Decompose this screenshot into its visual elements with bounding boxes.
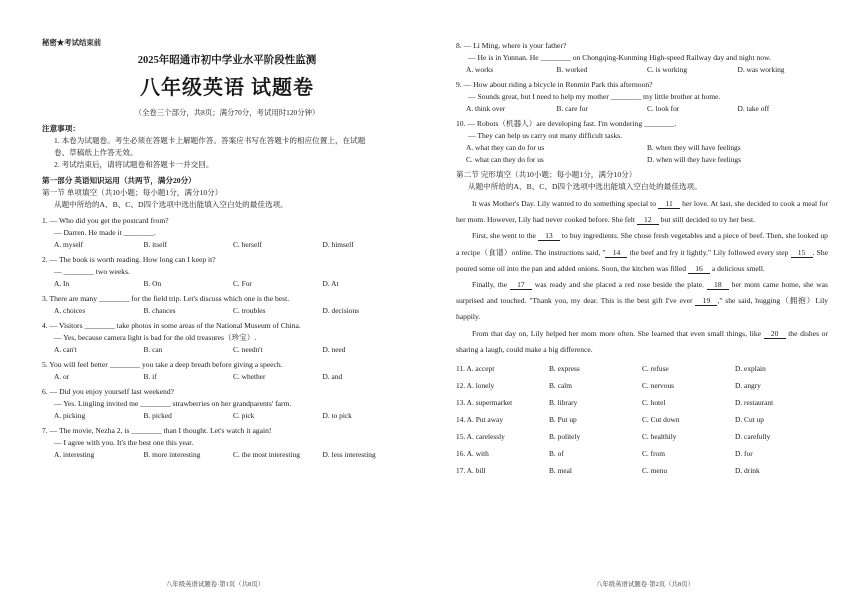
- section-2-heading: 第二节 完形填空（共10小题；每小题1分，满分10分）: [456, 170, 637, 179]
- question-options: [42, 371, 412, 383]
- cloze-option-row: [456, 377, 828, 394]
- option: B. itself: [143, 240, 167, 249]
- part-1-heading: 第一部分 英语知识运用（共两节，满分20分）: [42, 176, 196, 185]
- passage-text: a delicious smell.: [710, 263, 765, 273]
- option: C. is working: [647, 65, 688, 74]
- cloze-option-row: [456, 394, 828, 411]
- question-text: 5. You will feel better ________ you take a deep breath before giving a speech.: [42, 360, 283, 369]
- passage-text: It was Mother's Day. Lily wanted to do something special to: [472, 199, 659, 208]
- passage-text: Finally, the: [472, 280, 510, 290]
- option: A. choices: [54, 306, 86, 315]
- option: C. whether: [233, 372, 266, 381]
- option: C. refuse: [642, 364, 669, 374]
- option: D. decisions: [322, 306, 360, 315]
- option: A. what they can do for us: [466, 143, 545, 152]
- passage-text: From that day on, Lily helped her mom more often. She learned that even small things, like: [472, 328, 764, 338]
- option: D. less interesting: [322, 450, 376, 459]
- question-text: — Yes, because camera light is bad for the old treasures（珍宝）.: [54, 333, 257, 342]
- question-text: — He is in Yunnan. He ________ on Chongqing-Kunming High-speed Railway day and night now.: [468, 53, 771, 62]
- notice-line: 卷、草稿纸上作答无效。: [54, 148, 138, 157]
- passage-paragraph: [456, 326, 828, 358]
- passage-text: but still decided to try her best.: [658, 215, 755, 225]
- option: A. myself: [54, 240, 84, 249]
- option: D. and: [322, 372, 343, 381]
- question-item: [42, 215, 412, 251]
- question-list: [456, 40, 828, 115]
- option: C. For: [233, 279, 252, 288]
- passage-text: to buy ingredients. She chose fresh vegetables and a piece of beef. Then, she looked up a recipe（食谱）online. The instructions said, ": [456, 231, 828, 257]
- page-1-footer: 八年级英语试题卷·第1页（共8页）: [166, 581, 264, 588]
- option: 12. A. lonely: [456, 381, 495, 391]
- option: A. picking: [54, 411, 86, 420]
- cloze-option-row: [456, 428, 828, 445]
- question-text: 10. — Robots（机器人）are developing fast. I'm wondering ________.: [456, 119, 677, 128]
- passage-paragraph: [456, 196, 828, 228]
- option: A. or: [54, 372, 70, 381]
- option: A. can't: [54, 345, 77, 354]
- question-text: 6. — Did you enjoy yourself last weekend?: [42, 387, 175, 396]
- page-2-content: [456, 40, 828, 479]
- option: B. express: [549, 364, 580, 374]
- option: C. herself: [233, 240, 262, 249]
- passage-paragraph: [456, 228, 828, 277]
- question-options: [42, 278, 412, 290]
- option: B. chances: [143, 306, 176, 315]
- question-item: [42, 359, 412, 383]
- question-item: [42, 293, 412, 317]
- question-item: [42, 254, 412, 290]
- question-text: 8. — Li Ming, where is your father?: [456, 41, 567, 50]
- option: 15. A. carelessly: [456, 432, 505, 442]
- option: D. take off: [737, 104, 770, 113]
- option: D. to pick: [322, 411, 352, 420]
- option: C. healthily: [642, 432, 677, 442]
- option: B. more interesting: [143, 450, 201, 459]
- exam-info: （全卷三个部分，共8页；满分70分，考试用时120分钟）: [134, 108, 320, 117]
- question-text: 4. — Visitors ________ take photos in some areas of the National Museum of China.: [42, 321, 301, 330]
- blank-number: 16: [688, 264, 710, 274]
- option: B. calm: [549, 381, 572, 391]
- question-options: [42, 449, 412, 461]
- passage-text: the dishes or sharing a laugh, could make a big difference.: [456, 328, 828, 354]
- option: A. works: [466, 65, 494, 74]
- cloze-option-row: [456, 411, 828, 428]
- question-text: — Sounds great, but I need to help my mother ________ my little brother at home.: [468, 92, 721, 101]
- question-text: 7. — The movie, Nezha 2, is ________ than I thought. Let's watch it again!: [42, 426, 272, 435]
- page-2: [430, 0, 860, 602]
- question-10: [456, 118, 828, 166]
- secret-label: 秘密★考试结束前: [42, 38, 102, 47]
- notice-line: 2. 考试结束后，请将试题卷和答题卡一并交回。: [54, 160, 214, 169]
- question-text: 9. — How about riding a bicycle in Renmin Park this afternoon?: [456, 80, 653, 89]
- passage-text: her mom came home, she was surprised and touched. "Thank you, my dear. This is the best gift I've ever: [456, 280, 828, 306]
- question-text: — ________ two weeks.: [54, 267, 130, 276]
- page-2-footer: 八年级英语试题卷·第2页（共8页）: [596, 581, 694, 588]
- question-options: [42, 410, 412, 422]
- question-text: 1. — Who did you get the postcard from?: [42, 216, 169, 225]
- option: B. On: [143, 279, 162, 288]
- blank-number: 14: [605, 248, 627, 258]
- option: C. pick: [233, 411, 255, 420]
- option: 17. A. bill: [456, 466, 486, 476]
- question-text: — I agree with you. It's the best one this year.: [54, 438, 194, 447]
- option: C. menu: [642, 466, 668, 476]
- notice-heading: 注意事项：: [42, 124, 80, 133]
- option: A. think over: [466, 104, 506, 113]
- blank-number: 13: [538, 231, 560, 241]
- question-item: [42, 425, 412, 461]
- section-2-instructions: 从题中所给的A、B、C、D四个选项中选出能填入空白处的最佳选项。: [468, 182, 702, 191]
- cloze-option-row: [456, 360, 828, 377]
- option: D. for: [735, 449, 753, 459]
- question-options: [42, 305, 412, 317]
- section-1-heading: 第一节 单项填空（共10小题；每小题1分，满分10分）: [42, 188, 223, 197]
- option: D. Cut up: [735, 415, 764, 425]
- exam-subtitle: 八年级英语 试题卷: [140, 77, 314, 99]
- exam-title: 2025年昭通市初中学业水平阶段性监测: [137, 55, 317, 66]
- cloze-option-row: [456, 445, 828, 462]
- section-1-instructions: 从题中所给的A、B、C、D四个选项中选出能填入空白处的最佳选项。: [54, 200, 288, 209]
- question-text: — They can help us carry out many difficult tasks.: [468, 131, 623, 140]
- option: B. if: [143, 372, 157, 381]
- option: A. interesting: [54, 450, 95, 459]
- option: B. of: [549, 449, 564, 459]
- option: C. nervous: [642, 381, 675, 391]
- option: C. hotel: [642, 398, 666, 408]
- passage-text: . She poured some oil into the pan and added onions. Soon, the kitchen was filled: [456, 247, 828, 273]
- cloze-options: [456, 360, 828, 479]
- question-item: [42, 320, 412, 356]
- question-list: [42, 215, 412, 461]
- option: C. what can they do for us: [466, 155, 544, 164]
- cloze-option-row: [456, 462, 828, 479]
- page-1-content: [42, 37, 412, 464]
- question-options: [456, 64, 828, 76]
- blank-number: 15: [791, 248, 813, 258]
- option: B. Put up: [549, 415, 577, 425]
- blank-number: 18: [707, 280, 729, 290]
- option: D. drink: [735, 466, 760, 476]
- option: C. troubles: [233, 306, 266, 315]
- option: B. library: [549, 398, 578, 408]
- option: C. from: [642, 449, 665, 459]
- question-options: [456, 142, 828, 166]
- question-text: 3. There are many ________ for the field trip. Let's discuss which one is the best.: [42, 294, 290, 303]
- option: 13. A. supermarket: [456, 398, 513, 408]
- option: B. worked: [556, 65, 588, 74]
- blank-number: 11: [658, 199, 680, 209]
- option: B. picked: [143, 411, 172, 420]
- option: D. explain: [735, 364, 766, 374]
- question-text: — Darren. He made it ________.: [54, 228, 156, 237]
- option: C. needn't: [233, 345, 263, 354]
- option: D. himself: [322, 240, 354, 249]
- notice-line: 1. 本卷为试题卷。考生必须在答题卡上解题作答。答案应书写在答题卡的相应位置上，在试题: [54, 136, 366, 145]
- passage-text: the beef and fry it lightly." Lily followed every step: [627, 247, 791, 257]
- option: B. politely: [549, 432, 581, 442]
- question-item: [42, 386, 412, 422]
- option: D. was working: [737, 65, 785, 74]
- passage-paragraph: [456, 277, 828, 326]
- cloze-passage: [456, 196, 828, 358]
- passage-text: ," she said, hugging（拥抱）Lily happily.: [456, 296, 828, 322]
- blank-number: 19: [695, 296, 717, 306]
- passage-text: her love. At last, she decided to cook a meal for her mom. However, Lily had never cooked before. She felt: [456, 199, 828, 225]
- option: C. look for: [647, 104, 680, 113]
- option: 11. A. accept: [456, 364, 495, 374]
- option: C. Cut down: [642, 415, 680, 425]
- passage-text: was ready and she placed a red rose beside the plate.: [531, 280, 707, 290]
- option: B. meal: [549, 466, 572, 476]
- option: D. restaurant: [735, 398, 774, 408]
- option: D. when will they have feelings: [647, 155, 741, 164]
- option: D. need: [322, 345, 346, 354]
- option: D. At: [322, 279, 339, 288]
- option: D. angry: [735, 381, 761, 391]
- option: 16. A. with: [456, 449, 489, 459]
- question-item: [456, 40, 828, 76]
- blank-number: 17: [510, 280, 532, 290]
- question-text: 2. — The book is worth reading. How long can I keep it?: [42, 255, 216, 264]
- option: B. when they will have feelings: [647, 143, 741, 152]
- question-item: [456, 79, 828, 115]
- option: B. care for: [556, 104, 588, 113]
- question-options: [456, 103, 828, 115]
- option: C. the most interesting: [233, 450, 300, 459]
- question-options: [42, 239, 412, 251]
- option: 14. A. Put away: [456, 415, 504, 425]
- option: D. carefully: [735, 432, 771, 442]
- option: A. In: [54, 279, 70, 288]
- question-text: — Yes. Lingling invited me ________ strawberries on her grandparents' farm.: [54, 399, 292, 408]
- blank-number: 20: [764, 329, 786, 339]
- passage-text: First, she went to the: [472, 231, 538, 241]
- blank-number: 12: [637, 215, 659, 225]
- option: B. can: [143, 345, 163, 354]
- question-options: [42, 344, 412, 356]
